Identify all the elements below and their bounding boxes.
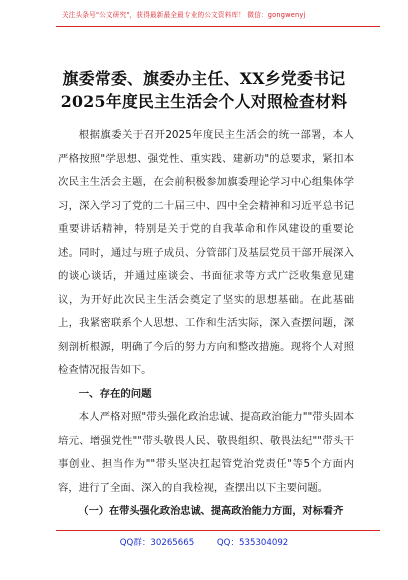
header-divider [56, 26, 380, 27]
document-title-line-2: 2025年度民主生活会个人对照检查材料 [60, 92, 348, 111]
footer-divider [56, 530, 380, 531]
document-body [58, 124, 354, 524]
section-paragraph: 本人严格对照"带头强化政治忠诚、提高政治能力""带头固本培元、增强党性""带头敬畏人民、敬畏组织、敬畏法纪""带头干事创业、担当作为""带头坚决扛起管党治党责任"等5个方面内容，进行了全面、深入的自我检视，查摆出以下主要问题。 [58, 411, 354, 494]
document-title-line-1: 旗委常委、旗委办主任、XX乡党委书记 [62, 69, 346, 88]
intro-paragraph: 根据旗委关于召开2025年度民主生活会的统一部署，本人严格按照"学思想、强党性、重实践、建新功"的总要求，紧扣本次民主生活会主题，在会前积极参加旗委理论学习中心组集体学习，深入学习了党的二十届三中、四中全会精神和习近平总书记重要讲话精神，特别是关于党的自我革命和作风建设的重要论述。同时，通过与班子成员、分管部门及基层党员干部开展深入的谈心谈话，并通过座谈会、书面征求等方式广泛收集意见建议，为开好此次民主生活会奠定了坚实的思想基础。在此基础上，我紧密联系个人思想、工作和生活实际，深入查摆问题，深刻剖析根源，明确了今后的努力方向和整改措施。现将个人对照检查情况报告如下。 [58, 129, 354, 376]
header-banner: 关注头条号"公文研究"，获得最新最全最专业的公文资料库！ 微信：gongwenyj [62, 11, 306, 19]
section-heading: 一、存在的问题 [78, 387, 152, 400]
subsection-heading: （一）在带头强化政治忠诚、提高政治能力方面，对标看齐 [78, 506, 344, 517]
footer-qq: QQ：535304092 [216, 538, 289, 548]
footer [0, 536, 408, 548]
footer-qq-group: QQ群：30265665 [119, 538, 195, 548]
